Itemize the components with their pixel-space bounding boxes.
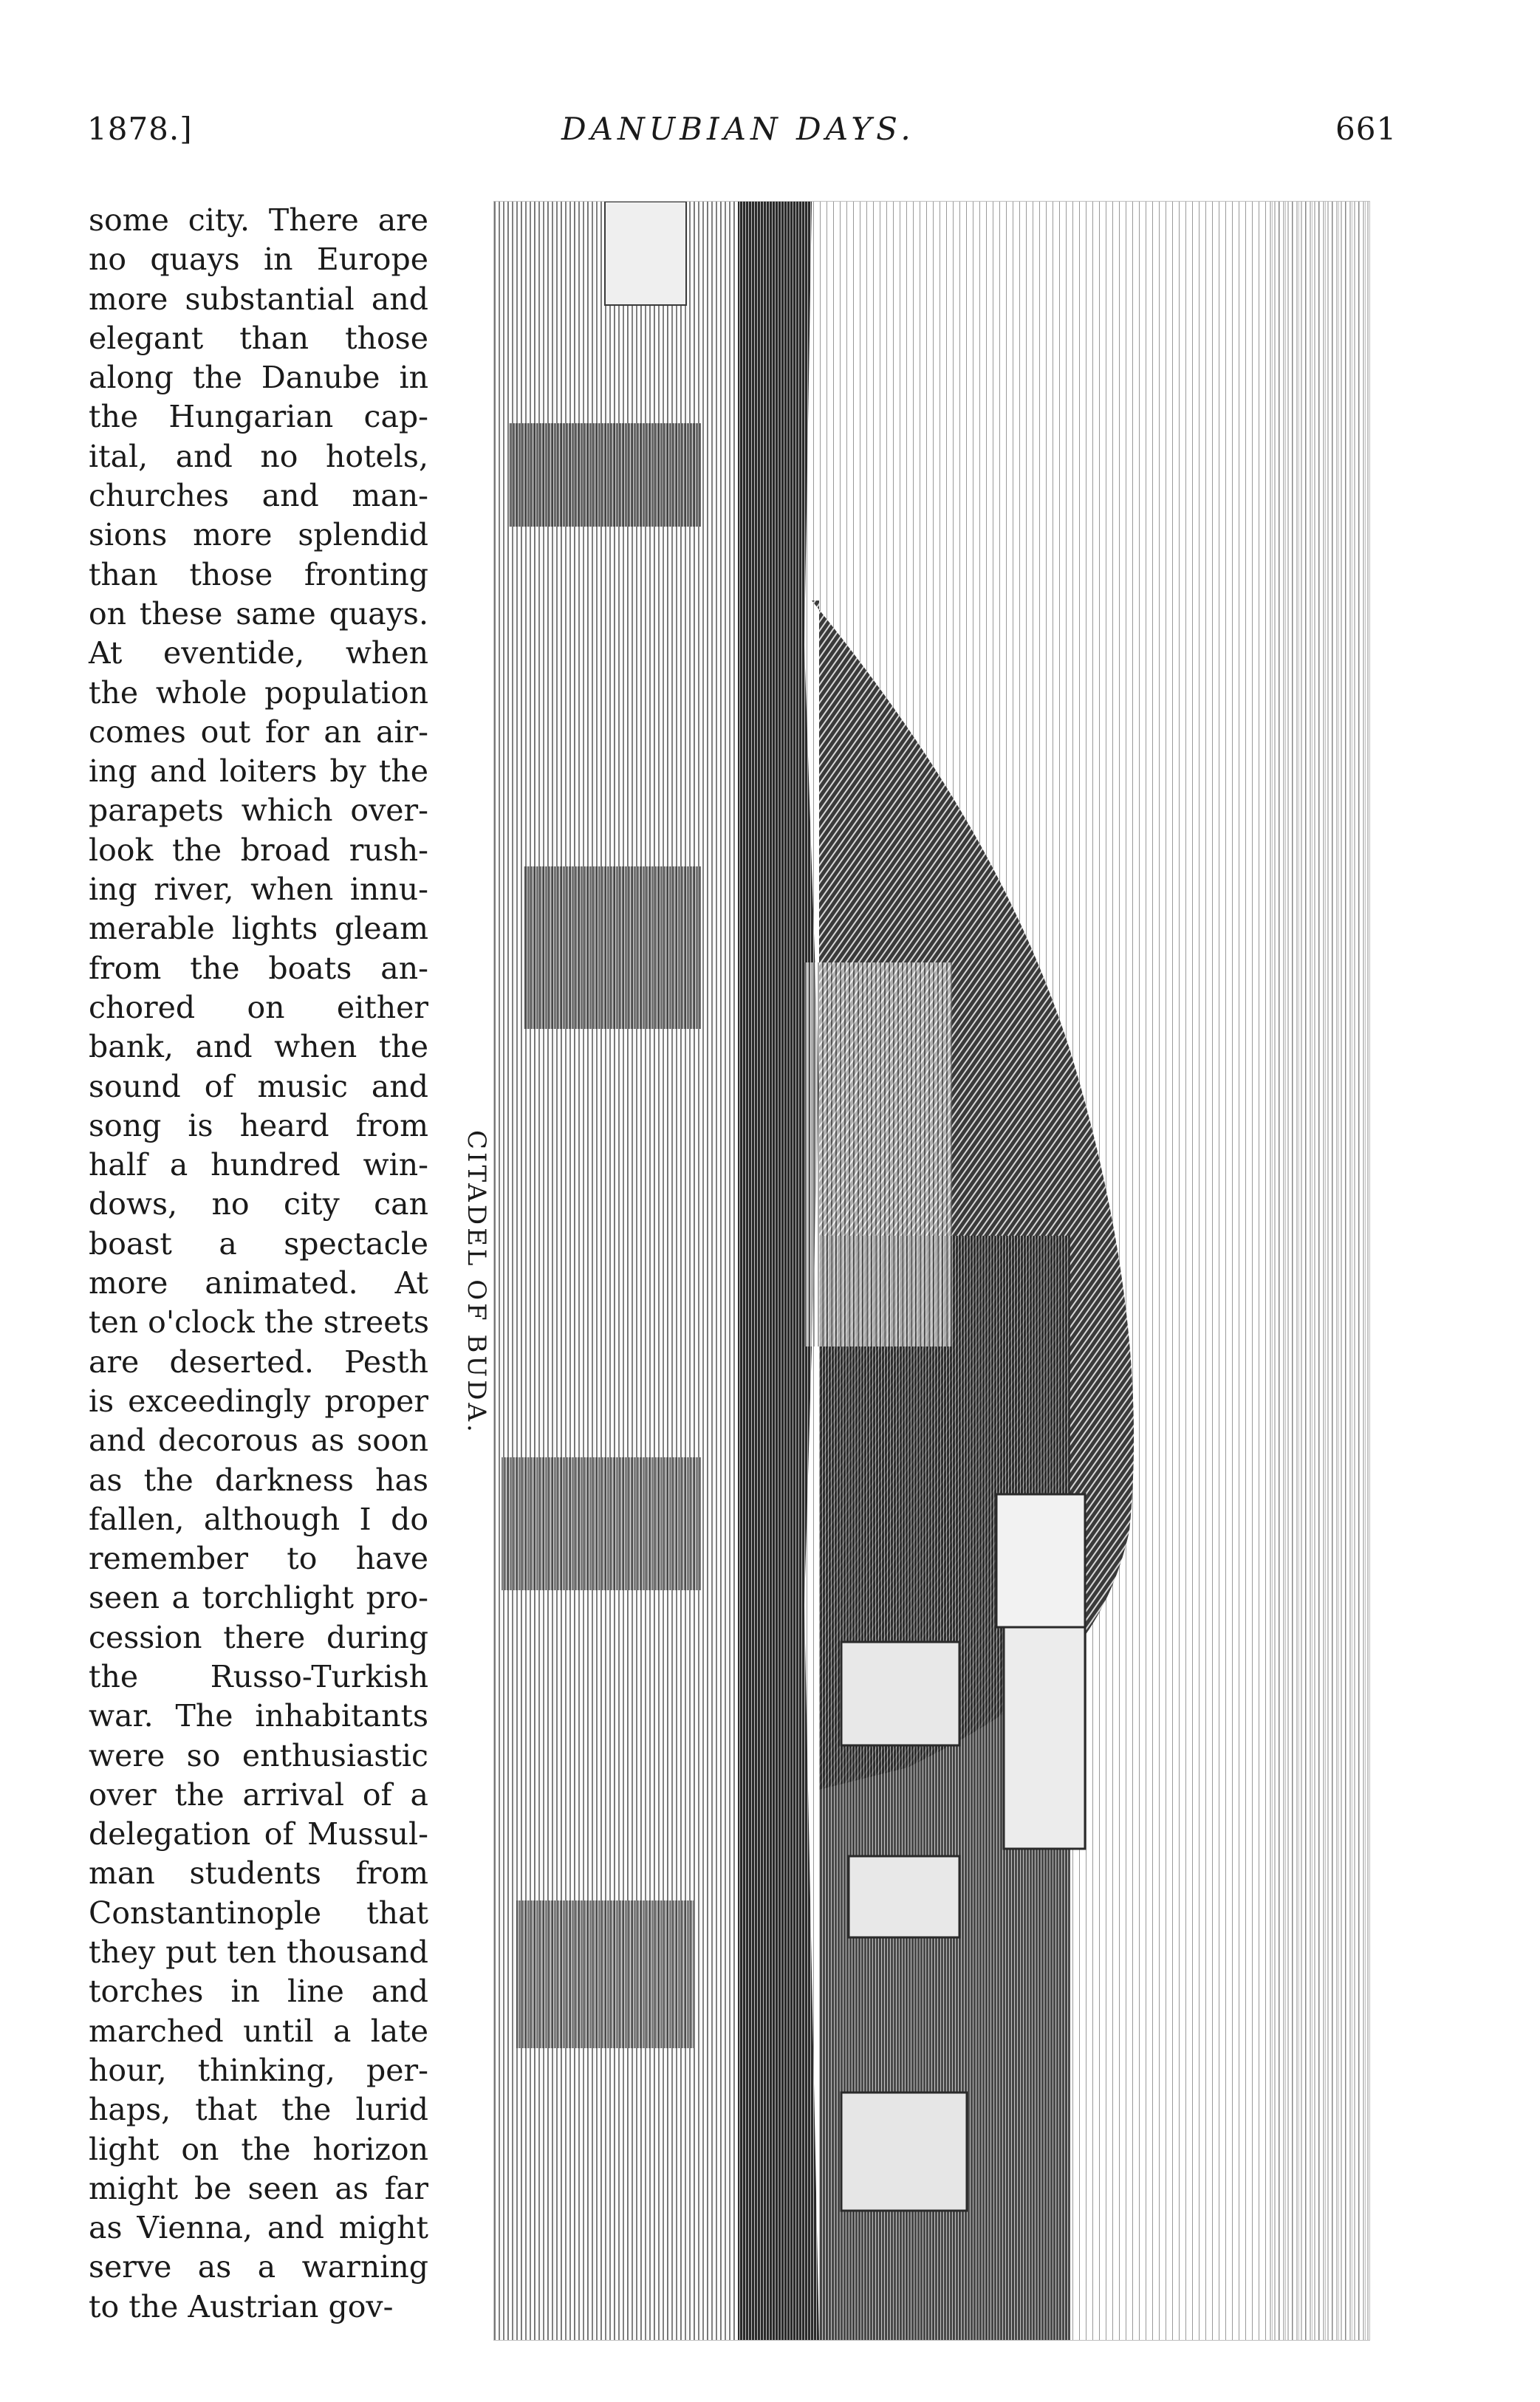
body-line: merable lights gleam bbox=[89, 911, 428, 947]
body-line: the Hungarian cap- bbox=[89, 399, 428, 435]
body-line: torches in line and bbox=[89, 1974, 428, 2010]
body-line: no quays in Europe bbox=[89, 242, 428, 278]
body-line: to the Austrian gov- bbox=[89, 2288, 394, 2324]
body-line: dows, no city can bbox=[89, 1186, 428, 1222]
body-text-column bbox=[89, 201, 428, 2327]
body-line: hour, thinking, per- bbox=[89, 2052, 428, 2088]
body-line: the Russo-Turkish bbox=[89, 1658, 428, 1694]
body-line: Constantinople that bbox=[89, 1895, 428, 1931]
body-line: more substantial and bbox=[89, 281, 428, 317]
body-line: might be seen as far bbox=[89, 2170, 428, 2206]
body-line: the whole population bbox=[89, 674, 428, 711]
illustration-caption: CITADEL OF BUDA. bbox=[462, 1130, 491, 1435]
body-line: are deserted. Pesth bbox=[89, 1344, 428, 1380]
body-line: they put ten thousand bbox=[89, 1934, 428, 1971]
body-line: man students from bbox=[89, 1855, 428, 1892]
body-line: were so enthusiastic bbox=[89, 1737, 428, 1773]
body-line: parapets which over- bbox=[89, 793, 428, 829]
body-line: bank, and when the bbox=[89, 1029, 428, 1065]
body-line: war. The inhabitants bbox=[89, 1698, 428, 1734]
body-line: and decorous as soon bbox=[89, 1423, 428, 1459]
body-line: half a hundred win- bbox=[89, 1147, 428, 1183]
body-line: fallen, although I do bbox=[89, 1501, 428, 1537]
body-line: some city. There are bbox=[89, 202, 428, 238]
body-line: more animated. At bbox=[89, 1265, 428, 1301]
body-line: sions more splendid bbox=[89, 517, 428, 553]
body-line: elegant than those bbox=[89, 320, 428, 356]
body-line: At eventide, when bbox=[89, 635, 428, 671]
body-line: serve as a warning bbox=[89, 2249, 428, 2285]
body-line: ten o'clock the streets bbox=[89, 1304, 430, 1341]
body-line: as Vienna, and might bbox=[89, 2210, 428, 2246]
body-line: ing river, when innu- bbox=[89, 872, 428, 908]
body-line: along the Danube in bbox=[89, 360, 428, 396]
body-line: delegation of Mussul- bbox=[89, 1816, 428, 1852]
body-line: on these same quays. bbox=[89, 595, 428, 632]
page-number: 661 bbox=[1335, 111, 1397, 147]
body-line: light on the horizon bbox=[89, 2131, 428, 2167]
body-line: ital, and no hotels, bbox=[89, 438, 428, 474]
body-line: as the darkness has bbox=[89, 1462, 428, 1498]
body-line: than those fronting bbox=[89, 556, 428, 592]
body-line: remember to have bbox=[89, 1541, 428, 1577]
body-line: chored on either bbox=[89, 989, 428, 1025]
body-line: song is heard from bbox=[89, 1107, 428, 1143]
body-line: haps, that the lurid bbox=[89, 2092, 428, 2128]
body-line: cession there during bbox=[89, 1619, 428, 1655]
body-line: is exceedingly proper bbox=[89, 1383, 428, 1419]
running-header bbox=[0, 111, 1540, 162]
body-line: churches and man- bbox=[89, 478, 428, 514]
body-line: ing and loiters by the bbox=[89, 753, 428, 790]
body-line: boast a spectacle bbox=[89, 1225, 428, 1262]
body-line: look the broad rush- bbox=[89, 832, 428, 868]
body-line: from the boats an- bbox=[89, 950, 428, 986]
body-line: comes out for an air- bbox=[89, 714, 428, 750]
header-year: 1878.] bbox=[87, 111, 193, 147]
body-line: over the arrival of a bbox=[89, 1776, 428, 1813]
engraving-citadel-of-buda bbox=[493, 201, 1370, 2341]
body-line: seen a torchlight pro- bbox=[89, 1580, 428, 1616]
header-title: DANUBIAN DAYS. bbox=[561, 111, 915, 147]
engraving-image bbox=[494, 202, 1369, 2340]
body-line: sound of music and bbox=[89, 1068, 428, 1104]
body-line: marched until a late bbox=[89, 2013, 428, 2049]
